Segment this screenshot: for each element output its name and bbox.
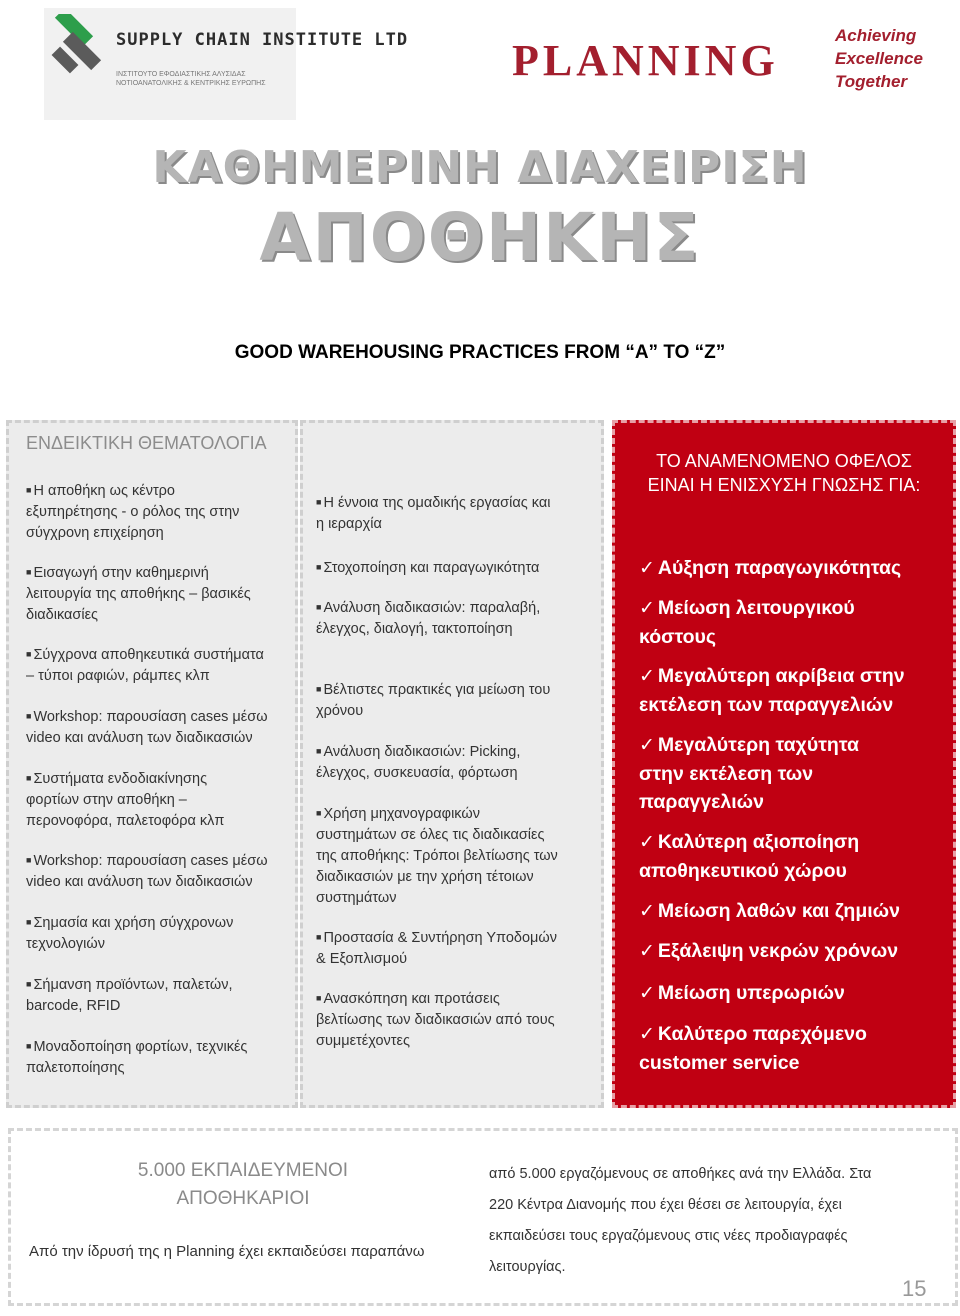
trained-stat-line: ΑΠΟΘΗΚΑΡΙΟΙ: [176, 1188, 310, 1209]
topic-item: [316, 803, 558, 909]
benefit-text: Εξάλειψη νεκρών χρόνων: [657, 940, 899, 962]
topic-text: Workshop: παρουσίαση cases μέσω: [33, 709, 268, 725]
benefit-text: Καλύτερη αξιοποίηση: [657, 831, 860, 853]
planning-tagline: [835, 24, 923, 93]
topic-line: [26, 912, 233, 934]
topic-line: – τύποι ραφιών, ράμπες κλπ: [26, 668, 210, 684]
benefit-line: παραγγελιών: [639, 791, 764, 813]
topic-item: [26, 644, 264, 687]
topic-line: barcode, RFID: [26, 998, 121, 1014]
topic-item: [316, 492, 550, 535]
benefit-line: στην εκτέλεση των: [639, 763, 814, 785]
benefit-text: Καλύτερο παρεχόμενο: [657, 1023, 867, 1045]
bullet-icon: ■: [316, 684, 322, 694]
topic-line: [316, 679, 550, 701]
training-text-line: εκπαιδεύσει τους εργαζόμενους στις νέες προδιαγραφές: [489, 1228, 848, 1244]
benefit-item: [639, 979, 845, 1008]
benefit-line: [639, 897, 900, 926]
topic-text: Η έννοια της ομαδικής εργασίας και: [323, 495, 551, 511]
training-text-line: 220 Κέντρα Διανομής που έχει θέσει σε λειτουργία, έχει: [489, 1197, 842, 1213]
benefit-line: [639, 594, 855, 623]
benefit-text: Αύξηση παραγωγικότητας: [657, 557, 902, 579]
checkmark-icon: ✓: [639, 735, 655, 756]
benefit-line: customer service: [639, 1052, 800, 1074]
training-text-line: από 5.000 εργαζόμενους σε αποθήκες ανά την Ελλάδα. Στα: [489, 1166, 872, 1182]
topic-text: Η αποθήκη ως κέντρο: [33, 483, 175, 499]
sci-logo-name: SUPPLY CHAIN INSTITUTE LTD: [116, 30, 409, 50]
bullet-icon: ■: [26, 979, 32, 989]
bullet-icon: ■: [26, 485, 32, 495]
topic-line: συστημάτων: [316, 890, 397, 906]
trained-stat-line: 5.000 ΕΚΠΑΙΔΕΥΜΕΝΟΙ: [137, 1160, 349, 1181]
topic-line: [26, 768, 224, 790]
topic-line: παλετοποίησης: [26, 1060, 125, 1076]
topic-line: [26, 1036, 247, 1058]
training-text-start: Από την ίδρυσή της η Planning έχει εκπαιδεύσει παραπάνω: [29, 1243, 425, 1260]
topic-line: [316, 492, 550, 514]
topic-line: χρόνου: [316, 703, 364, 719]
benefit-text: Μείωση λειτουργικού: [657, 597, 855, 619]
topic-text: Μοναδοποίηση φορτίων, τεχνικές: [33, 1039, 248, 1055]
topic-item: [26, 768, 224, 832]
benefits-heading-line: ΤΟ ΑΝΑΜΕΝΟΜΕΝΟ ΟΦΕΛΟΣ: [656, 451, 912, 471]
page-number: 15: [902, 1276, 927, 1301]
page-title-line-1: ΚΑΘΗΜΕΡΙΝΗ ΔΙΑΧΕΙΡΙΣΗ: [152, 142, 808, 193]
bullet-icon: ■: [316, 602, 322, 612]
benefit-line: [639, 979, 845, 1008]
training-stats-box: [8, 1128, 958, 1306]
benefit-item: [639, 897, 900, 926]
topic-line: [316, 803, 558, 825]
training-text-line: λειτουργίας.: [489, 1259, 566, 1275]
bullet-icon: ■: [26, 567, 32, 577]
topic-item: [316, 741, 520, 784]
topic-line: περονοφόρα, παλετοφόρα κλπ: [26, 813, 225, 829]
topic-item: [26, 562, 251, 626]
topic-text: Συστήματα ενδοδιακίνησης: [33, 771, 208, 787]
topic-line: εξυπηρέτησης - ο ρόλος της στην: [26, 504, 240, 520]
topics-column-continued: [300, 420, 604, 1108]
topic-line: [26, 562, 251, 584]
bullet-icon: ■: [316, 562, 322, 572]
topic-item: [26, 706, 268, 749]
topic-item: [26, 974, 233, 1017]
trained-stat: [123, 1157, 363, 1213]
topic-text: Εισαγωγή στην καθημερινή: [33, 565, 209, 581]
benefit-line: [639, 828, 859, 857]
benefit-line: [639, 662, 905, 691]
benefit-item: [639, 828, 859, 885]
topic-text: Στοχοποίηση και παραγωγικότητα: [323, 560, 540, 576]
topic-text: Προστασία & Συντήρηση Υποδομών: [323, 930, 557, 946]
benefits-heading-line: ΕΙΝΑΙ Η ΕΝΙΣΧΥΣΗ ΓΝΩΣΗΣ ΓΙΑ:: [647, 475, 921, 495]
topic-line: έλεγχος, διαλογή, τακτοποίηση: [316, 621, 513, 637]
bullet-icon: ■: [316, 808, 322, 818]
topic-item: [316, 927, 557, 970]
benefit-line: [639, 937, 898, 966]
topic-line: [26, 480, 239, 502]
benefit-text: Μείωση λαθών και ζημιών: [657, 900, 900, 922]
bullet-icon: ■: [316, 497, 322, 507]
sci-logo-tagline: ΙΝΣΤΙΤΟΥΤΟ ΕΦΟΔΙΑΣΤΙΚΗΣ ΑΛΥΣΙΔΑΣ ΝΟΤΙΟΑΝΑΤΟΛΙΚΗΣ & ΚΕΝΤΡΙΚΗΣ ΕΥΡΩΠΗΣ: [116, 71, 266, 87]
topic-text: Σύγχρονα αποθηκευτικά συστήματα: [33, 647, 264, 663]
topic-item: [316, 988, 555, 1052]
checkmark-icon: ✓: [639, 832, 655, 853]
checkmark-icon: ✓: [639, 1024, 655, 1045]
benefits-heading: [629, 449, 939, 497]
checkmark-icon: ✓: [639, 901, 655, 922]
planning-logo-word: PLANNING: [512, 36, 779, 85]
bullet-icon: ■: [26, 773, 32, 783]
benefit-line: κόστους: [639, 626, 717, 648]
planning-tagline-line: Together: [835, 72, 908, 91]
topic-text: Σήμανση προϊόντων, παλετών,: [33, 977, 233, 993]
topic-text: Βέλτιστες πρακτικές για μείωση του: [323, 682, 551, 698]
topic-line: [26, 850, 268, 872]
checkmark-icon: ✓: [639, 598, 655, 619]
topic-text: Ανάλυση διαδικασιών: Picking,: [323, 744, 521, 760]
topic-text: Ανασκόπηση και προτάσεις: [323, 991, 500, 1007]
planning-tagline-line: Achieving: [835, 26, 917, 45]
training-text-continued: [489, 1159, 929, 1283]
topic-line: [26, 974, 233, 996]
topic-line: λειτουργία της αποθήκης – βασικές: [26, 586, 251, 602]
benefit-text: Μεγαλύτερη ταχύτητα: [657, 734, 859, 756]
benefit-item: [639, 937, 898, 966]
topic-line: βελτίωσης των διαδικασιών από τους: [316, 1012, 555, 1028]
topic-line: φορτίων στην αποθήκη –: [26, 792, 187, 808]
topic-line: video και ανάλυση των διαδικασιών: [26, 874, 253, 890]
topic-line: [316, 741, 520, 763]
benefit-item: [639, 662, 905, 719]
topic-line: η ιεραρχία: [316, 516, 382, 532]
benefit-item: [639, 594, 855, 651]
benefit-item: [639, 1020, 867, 1077]
benefits-panel: [612, 420, 956, 1108]
topic-text: Workshop: παρουσίαση cases μέσω: [33, 853, 268, 869]
planning-logo: [512, 18, 932, 108]
sci-logo-mark-icon: [50, 14, 112, 80]
topic-text: Ανάλυση διαδικασιών: παραλαβή,: [323, 600, 541, 616]
topic-line: έλεγχος, συσκευασία, φόρτωση: [316, 765, 518, 781]
topic-line: [316, 927, 557, 949]
checkmark-icon: ✓: [639, 558, 655, 579]
topic-item: [26, 850, 268, 893]
benefit-line: [639, 554, 901, 583]
topic-item: [26, 912, 233, 955]
bullet-icon: ■: [316, 932, 322, 942]
topic-line: σύγχρονη επιχείρηση: [26, 525, 164, 541]
planning-tagline-line: Excellence: [835, 49, 923, 68]
topic-line: video και ανάλυση των διαδικασιών: [26, 730, 253, 746]
topic-line: & Εξοπλισμού: [316, 951, 408, 967]
bullet-icon: ■: [316, 993, 322, 1003]
benefit-text: Μεγαλύτερη ακρίβεια στην: [657, 665, 905, 687]
bullet-icon: ■: [26, 711, 32, 721]
benefit-line: αποθηκευτικού χώρου: [639, 860, 847, 882]
checkmark-icon: ✓: [639, 941, 655, 962]
benefit-text: Μείωση υπερωριών: [657, 982, 845, 1004]
topic-line: [316, 988, 555, 1010]
bullet-icon: ■: [26, 855, 32, 865]
topic-line: [26, 644, 264, 666]
topic-line: διαδικασιών με την χρήση τέτοιων: [316, 869, 534, 885]
benefit-line: [639, 1020, 867, 1049]
benefit-line: εκτέλεση των παραγγελιών: [639, 694, 894, 716]
topic-line: διαδικασίες: [26, 607, 99, 623]
topics-heading: ΕΝΔΕΙΚΤΙΚΗ ΘΕΜΑΤΟΛΟΓΙΑ: [26, 433, 267, 453]
topic-line: τεχνολογιών: [26, 936, 105, 952]
topic-item: [316, 679, 550, 722]
topic-line: συμμετέχοντες: [316, 1033, 410, 1049]
topic-item: [26, 480, 239, 544]
topic-line: [316, 597, 540, 619]
topic-text: Σημασία και χρήση σύγχρονων: [33, 915, 234, 931]
bullet-icon: ■: [316, 746, 322, 756]
topic-item: [26, 1036, 247, 1079]
benefit-line: [639, 731, 859, 760]
topic-line: συστημάτων σε όλες τις διαδικασίες: [316, 827, 545, 843]
bullet-icon: ■: [26, 917, 32, 927]
bullet-icon: ■: [26, 1041, 32, 1051]
benefit-item: [639, 554, 901, 583]
topic-text: Χρήση μηχανογραφικών: [323, 806, 480, 822]
bullet-icon: ■: [26, 649, 32, 659]
checkmark-icon: ✓: [639, 666, 655, 687]
topics-column: [6, 420, 298, 1108]
topic-line: [316, 557, 539, 579]
supply-chain-institute-logo: [44, 8, 409, 120]
page-subtitle: GOOD WAREHOUSING PRACTICES FROM “A” TO “Z”: [234, 342, 726, 363]
topic-item: [316, 557, 539, 579]
topic-line: [26, 706, 268, 728]
checkmark-icon: ✓: [639, 983, 655, 1004]
topic-item: [316, 597, 540, 640]
topic-line: της αποθήκης: Τρόποι βελτίωσης των: [316, 848, 558, 864]
benefit-item: [639, 731, 859, 816]
page-title-line-2: ΑΠΟΘΗΚΗΣ: [259, 199, 701, 276]
